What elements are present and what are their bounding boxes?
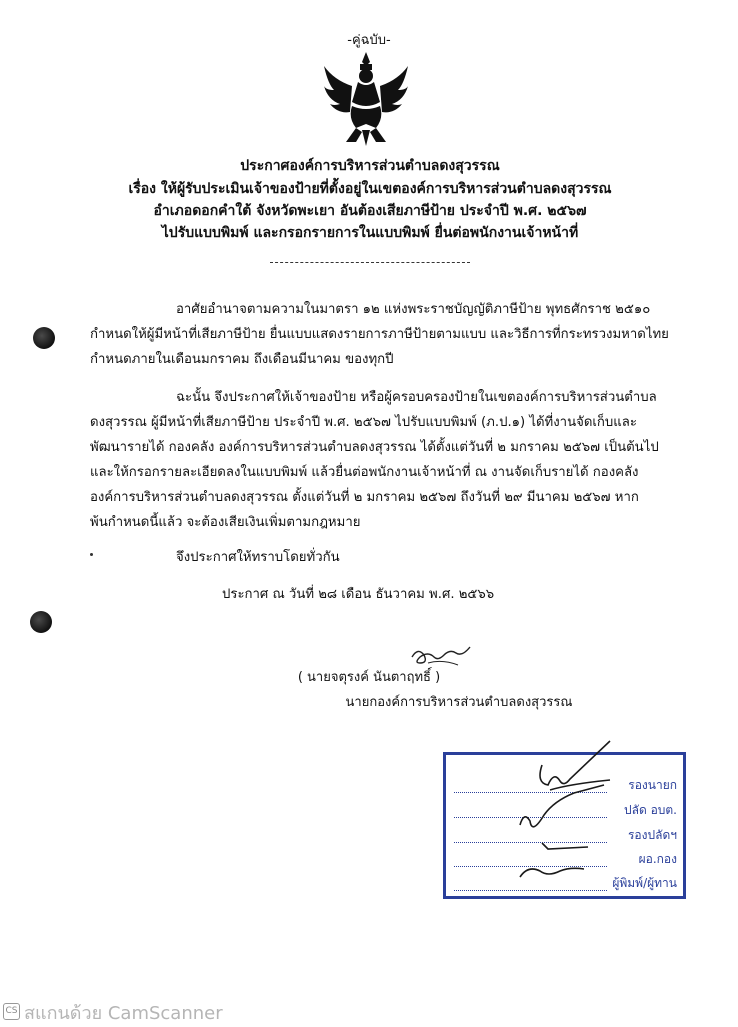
announcement-title: ประกาศองค์การบริหารส่วนตำบลดงสุวรรณ [240,158,500,174]
stamp-role: รองปลัดฯ [627,828,677,842]
punch-hole-bottom [30,611,52,633]
paragraph-2-line-6: พ้นกำหนดนี้แล้ว จะต้องเสียเงินเพิ่มตามกฎหมาย [90,515,361,530]
paragraph-1-line-2: กำหนดให้ผู้มีหน้าที่เสียภาษีป้าย ยื่นแบบแสดงรายการภาษีป้ายตามแบบ และวิธีการที่กระทรวงมหาดไทย [90,327,669,342]
stamp-role: ผู้พิมพ์/ผู้ทาน [612,876,677,890]
garuda-emblem-icon [322,50,410,148]
signer-title: นายกองค์การบริหารส่วนตำบลดงสุวรรณ [345,695,573,710]
stamp-role: รองนายก [628,778,677,792]
stray-mark [90,553,93,556]
announcement-subject: เรื่อง ให้ผู้รับประเมินเจ้าของป้ายที่ตั้งอยู่ในเขตองค์การบริหารส่วนตำบลดงสุวรรณ [128,181,612,197]
scanner-watermark: สแกนด้วย CamScanner [24,1003,223,1024]
camscanner-logo-icon: CS [3,1003,20,1020]
date-line: ประกาศ ณ วันที่ ๒๘ เดือน ธันวาคม พ.ศ. ๒๕๖๖ [222,587,495,602]
paragraph-2-line-1: ฉะนั้น จึงประกาศให้เจ้าของป้าย หรือผู้ครอบครองป้ายในเขตองค์การบริหารส่วนตำบล [176,390,657,405]
title-divider [270,262,470,263]
paragraph-1-line-1: อาศัยอำนาจตามความในมาตรา ๑๒ แห่งพระราชบัญญัติภาษีป้าย พุทธศักราช ๒๕๑๐ [176,302,651,317]
paragraph-2-line-3: พัฒนารายได้ กองคลัง องค์การบริหารส่วนตำบลดงสุวรรณ ได้ตั้งแต่วันที่ ๒ มกราคม ๒๕๖๗ เป็นต้นไป [90,440,659,455]
paragraph-2-line-2: ดงสุวรรณ ผู้มีหน้าที่เสียภาษีป้าย ประจำปี พ.ศ. ๒๕๖๗ ไปรับแบบพิมพ์ (ภ.ป.๑) ได้ที่งานจัดเก็บและ [90,415,637,430]
stamp-role: ปลัด อบต. [623,803,677,817]
handwritten-initials-icon [450,735,650,895]
scanner-footer [0,996,738,1024]
paragraph-1-line-3: กำหนดภายในเดือนมกราคม ถึงเดือนมีนาคม ของทุกปี [90,352,394,367]
stamp-role: ผอ.กอง [638,852,677,866]
copy-label: -คู่ฉบับ- [347,33,391,48]
announcement-subject-line-3: ไปรับแบบพิมพ์ และกรอกรายการในแบบพิมพ์ ยื่นต่อพนักงานเจ้าหน้าที่ [161,225,579,241]
punch-hole-top [33,327,55,349]
signer-name: ( นายจตุรงค์ นันตาฤทธิ์ ) [297,670,441,685]
announcement-subject-line-2: อำเภอดอกคำใต้ จังหวัดพะเยา อันต้องเสียภาษีป้าย ประจำปี พ.ศ. ๒๕๖๗ [153,203,587,219]
paragraph-2-line-5: องค์การบริหารส่วนตำบลดงสุวรรณ ตั้งแต่วันที่ ๒ มกราคม ๒๕๖๗ ถึงวันที่ ๒๙ มีนาคม ๒๕๖๗ หาก [90,490,639,505]
closing-line: จึงประกาศให้ทราบโดยทั่วกัน [176,550,340,565]
paragraph-2-line-4: และให้กรอกรายละเอียดลงในแบบพิมพ์ แล้วยื่นต่อพนักงานเจ้าหน้าที่ ณ งานจัดเก็บรายได้ กองคลัง [90,465,639,480]
